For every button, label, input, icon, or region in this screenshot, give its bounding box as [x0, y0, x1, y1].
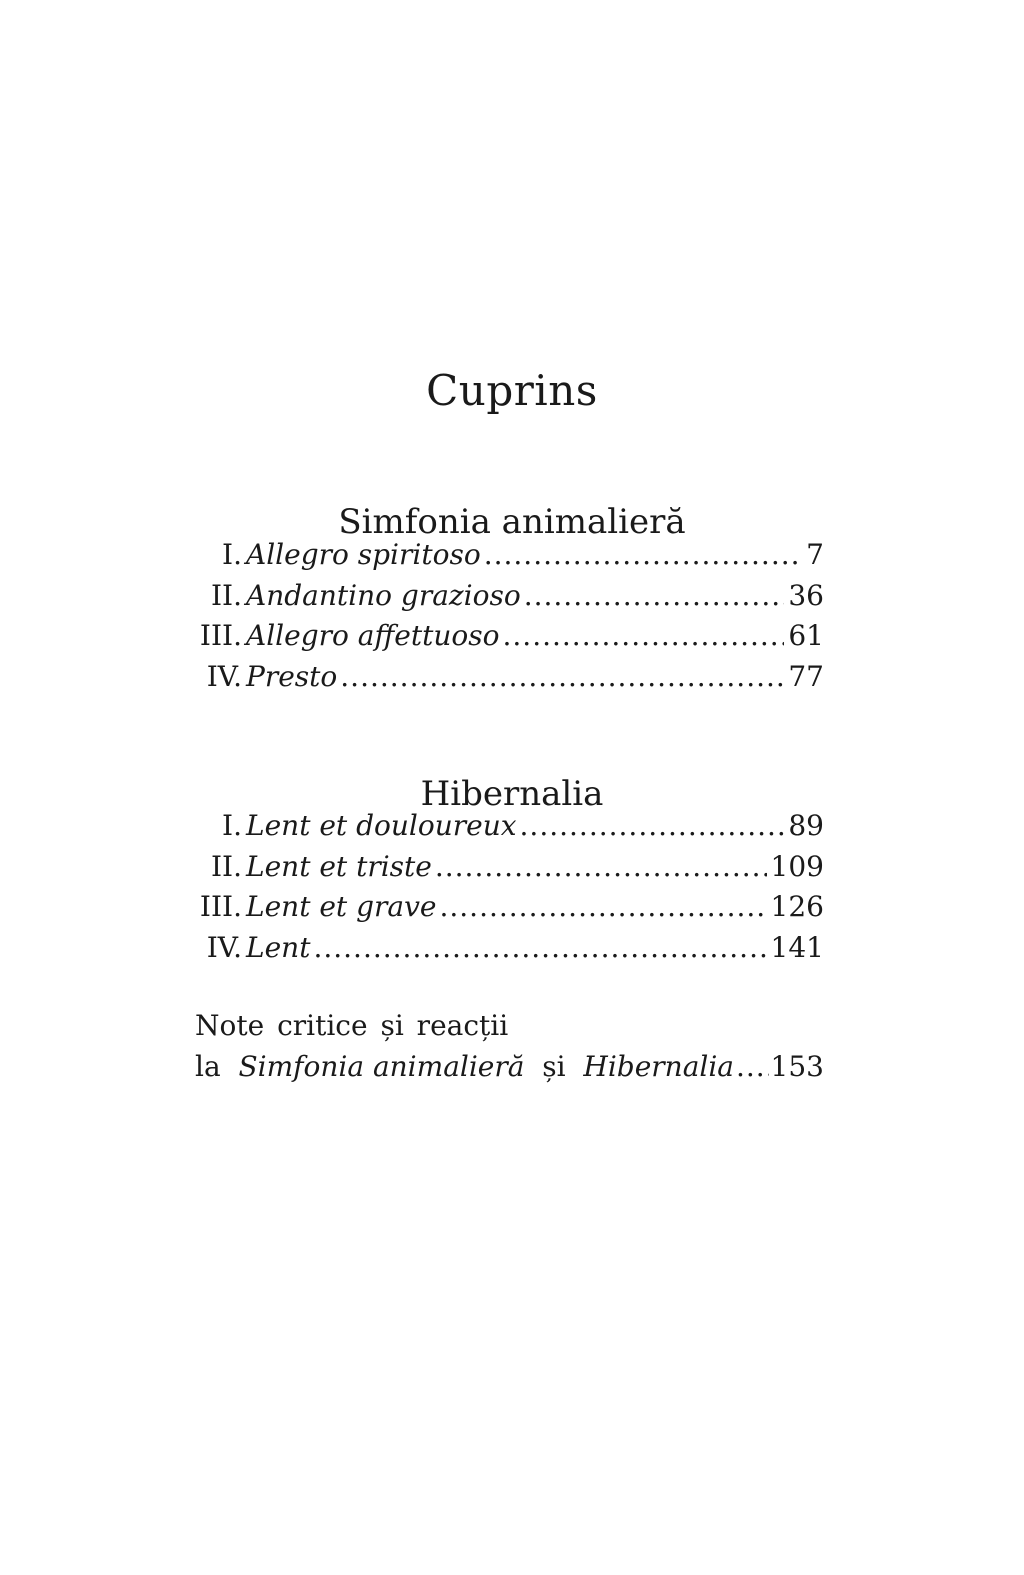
toc-entry[interactable] — [190, 887, 824, 928]
notes-title-simfonia: Simfonia animalieră — [238, 1050, 525, 1083]
toc-entry-number: IV. — [206, 659, 242, 693]
dot-leader — [313, 928, 766, 968]
notes-conjunction: și — [542, 1050, 566, 1083]
section-heading-hibernalia: Hibernalia — [420, 774, 604, 815]
toc-entry-page: 61 — [788, 619, 824, 652]
toc-list-simfonia — [190, 535, 824, 697]
notes-page: 153 — [770, 1050, 824, 1083]
toc-entry[interactable] — [190, 928, 824, 969]
toc-entry-page: 141 — [770, 930, 824, 964]
toc-entry-title: Allegro affettuoso — [246, 619, 500, 652]
dot-leader — [524, 576, 785, 616]
section-heading-simfonia: Simfonia animalieră — [338, 502, 686, 543]
toc-entry[interactable] — [190, 806, 824, 847]
toc-entry-title: Lent — [246, 930, 311, 964]
toc-entry-number: II. — [210, 578, 242, 612]
toc-entry-title: Andantino grazioso — [246, 578, 521, 612]
notes-prefix: la — [195, 1050, 221, 1083]
toc-entry-number: II. — [210, 849, 242, 883]
toc-entry-title: Lent et grave — [246, 890, 437, 923]
toc-entry-page: 89 — [788, 809, 824, 842]
toc-entry-title: Allegro spiritoso — [246, 538, 481, 571]
dot-leader — [503, 616, 785, 656]
toc-entry-number: IV. — [206, 930, 242, 964]
toc-entry[interactable] — [190, 657, 824, 698]
toc-entry-title: Lent et douloureux — [246, 809, 517, 842]
toc-entry-number: III. — [199, 890, 242, 923]
page-title: Cuprins — [426, 366, 598, 416]
notes-title-line: Note critice și reacții — [195, 1009, 509, 1042]
toc-entry[interactable] — [190, 576, 824, 617]
toc-entry-page: 7 — [806, 538, 824, 571]
dot-leader — [484, 535, 802, 575]
toc-entry[interactable] — [190, 616, 824, 657]
toc-entry-page: 77 — [788, 659, 824, 693]
toc-entry[interactable] — [190, 847, 824, 888]
notes-entry[interactable] — [195, 1005, 824, 1087]
dot-leader — [736, 1046, 769, 1087]
toc-entry[interactable] — [190, 535, 824, 576]
notes-subtitle-line — [195, 1046, 824, 1087]
toc-entry-title: Lent et triste — [246, 849, 432, 883]
toc-entry-title: Presto — [246, 659, 338, 693]
dot-leader — [439, 887, 766, 927]
dot-leader — [340, 657, 784, 697]
dot-leader — [435, 847, 767, 887]
toc-entry-page: 109 — [770, 849, 824, 883]
toc-entry-page: 126 — [770, 890, 824, 923]
notes-title-hibernalia: Hibernalia — [583, 1050, 734, 1083]
dot-leader — [520, 806, 785, 846]
toc-list-hibernalia — [190, 806, 824, 968]
toc-entry-number: I. — [222, 538, 242, 571]
toc-entry-number: I. — [222, 809, 242, 842]
toc-entry-page: 36 — [788, 578, 824, 612]
toc-entry-number: III. — [199, 619, 242, 652]
